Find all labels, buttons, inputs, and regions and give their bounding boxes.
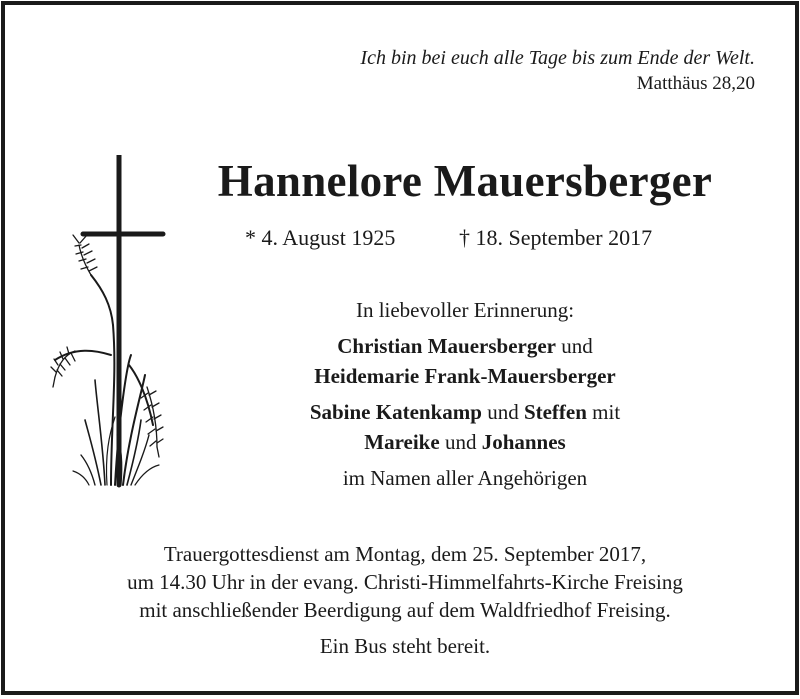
- conjunction: und: [555, 334, 593, 358]
- mourner-line-1: [225, 331, 705, 361]
- bible-verse: [360, 45, 755, 97]
- birth-date: * 4. August 1925: [245, 225, 396, 250]
- service-line-1: Trauergottesdienst am Montag, dem 25. September 2017,: [163, 542, 647, 566]
- obituary-notice: [1, 1, 799, 695]
- verse-text: Ich bin bei euch alle Tage bis zum Ende der Welt.: [360, 47, 755, 69]
- conjunction: und: [439, 430, 482, 454]
- mourners-block: [225, 295, 705, 493]
- mourner-name: Christian Mauersberger: [337, 334, 556, 358]
- cross-with-wheat-icon: [45, 155, 175, 494]
- service-line-3: mit anschließender Beerdigung auf dem Waldfriedhof Freising.: [139, 598, 671, 622]
- funeral-service-info: [45, 540, 765, 624]
- verse-reference: Matthäus 28,20: [636, 73, 755, 94]
- mourner-name: Mareike: [364, 430, 440, 454]
- mourner-name: Heidemarie Frank-Mauersberger: [314, 364, 616, 388]
- mourner-name: Sabine Katenkamp: [309, 400, 482, 424]
- death-date: † 18. September 2017: [459, 225, 653, 250]
- mourner-name: Steffen: [523, 400, 587, 424]
- deceased-name: Hannelore Mauersberger: [217, 156, 713, 206]
- mourner-name: Johannes: [481, 430, 566, 454]
- mourner-line-2: [225, 361, 705, 391]
- bus-notice: Ein Bus steht bereit.: [319, 634, 491, 658]
- conjunction: mit: [586, 400, 621, 424]
- remembrance-intro: In liebevoller Erinnerung:: [355, 298, 575, 322]
- service-line-2: um 14.30 Uhr in der evang. Christi-Himmelfahrts-Kirche Freising: [127, 570, 683, 594]
- mourner-line-4: [225, 427, 705, 457]
- conjunction: und: [481, 400, 524, 424]
- mourner-line-3: [225, 397, 705, 427]
- mourners-closing: im Namen aller Angehörigen: [342, 466, 588, 490]
